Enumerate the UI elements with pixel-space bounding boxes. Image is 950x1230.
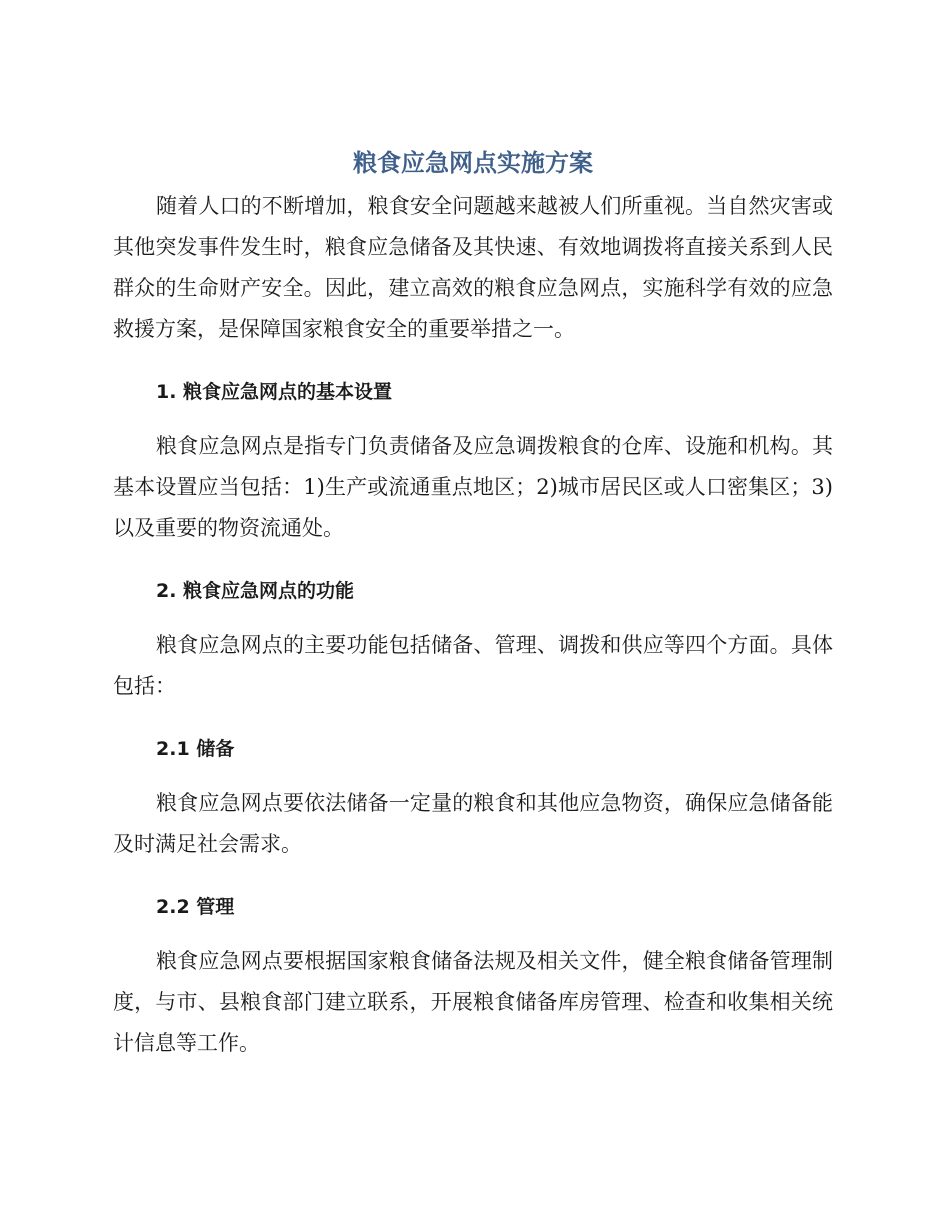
section-2-paragraph: 粮食应急网点的主要功能包括储备、管理、调拨和供应等四个方面。具体包括： bbox=[113, 633, 833, 698]
document-body bbox=[113, 140, 833, 1064]
intro-paragraph: 随着人口的不断增加，粮食安全问题越来越被人们所重视。当自然灾害或其他突发事件发生时，粮食应急储备及其快速、有效地调拨将直接关系到人民群众的生命财产安全。因此，建立高效的粮食应急网点，实施科学有效的应急救援方案，是保障国家粮食安全的重要举措之一。 bbox=[113, 194, 833, 341]
section-1-heading: 1. 粮食应急网点的基本设置 bbox=[156, 381, 393, 403]
section-2-2-paragraph: 粮食应急网点要根据国家粮食储备法规及相关文件，健全粮食储备管理制度，与市、县粮食部门建立联系，开展粮食储备库房管理、检查和收集相关统计信息等工作。 bbox=[113, 949, 833, 1055]
section-1-paragraph: 粮食应急网点是指专门负责储备及应急调拨粮食的仓库、设施和机构。其基本设置应当包括：1)生产或流通重点地区；2)城市居民区或人口密集区；3)以及重要的物资流通处。 bbox=[113, 434, 833, 540]
section-2-heading: 2. 粮食应急网点的功能 bbox=[156, 580, 355, 602]
document-title: 粮食应急网点实施方案 bbox=[353, 149, 593, 177]
section-2-1-heading: 2.1 储备 bbox=[156, 738, 235, 760]
section-2-2-heading: 2.2 管理 bbox=[156, 896, 235, 918]
section-2-1-paragraph: 粮食应急网点要依法储备一定量的粮食和其他应急物资，确保应急储备能及时满足社会需求。 bbox=[113, 791, 833, 856]
